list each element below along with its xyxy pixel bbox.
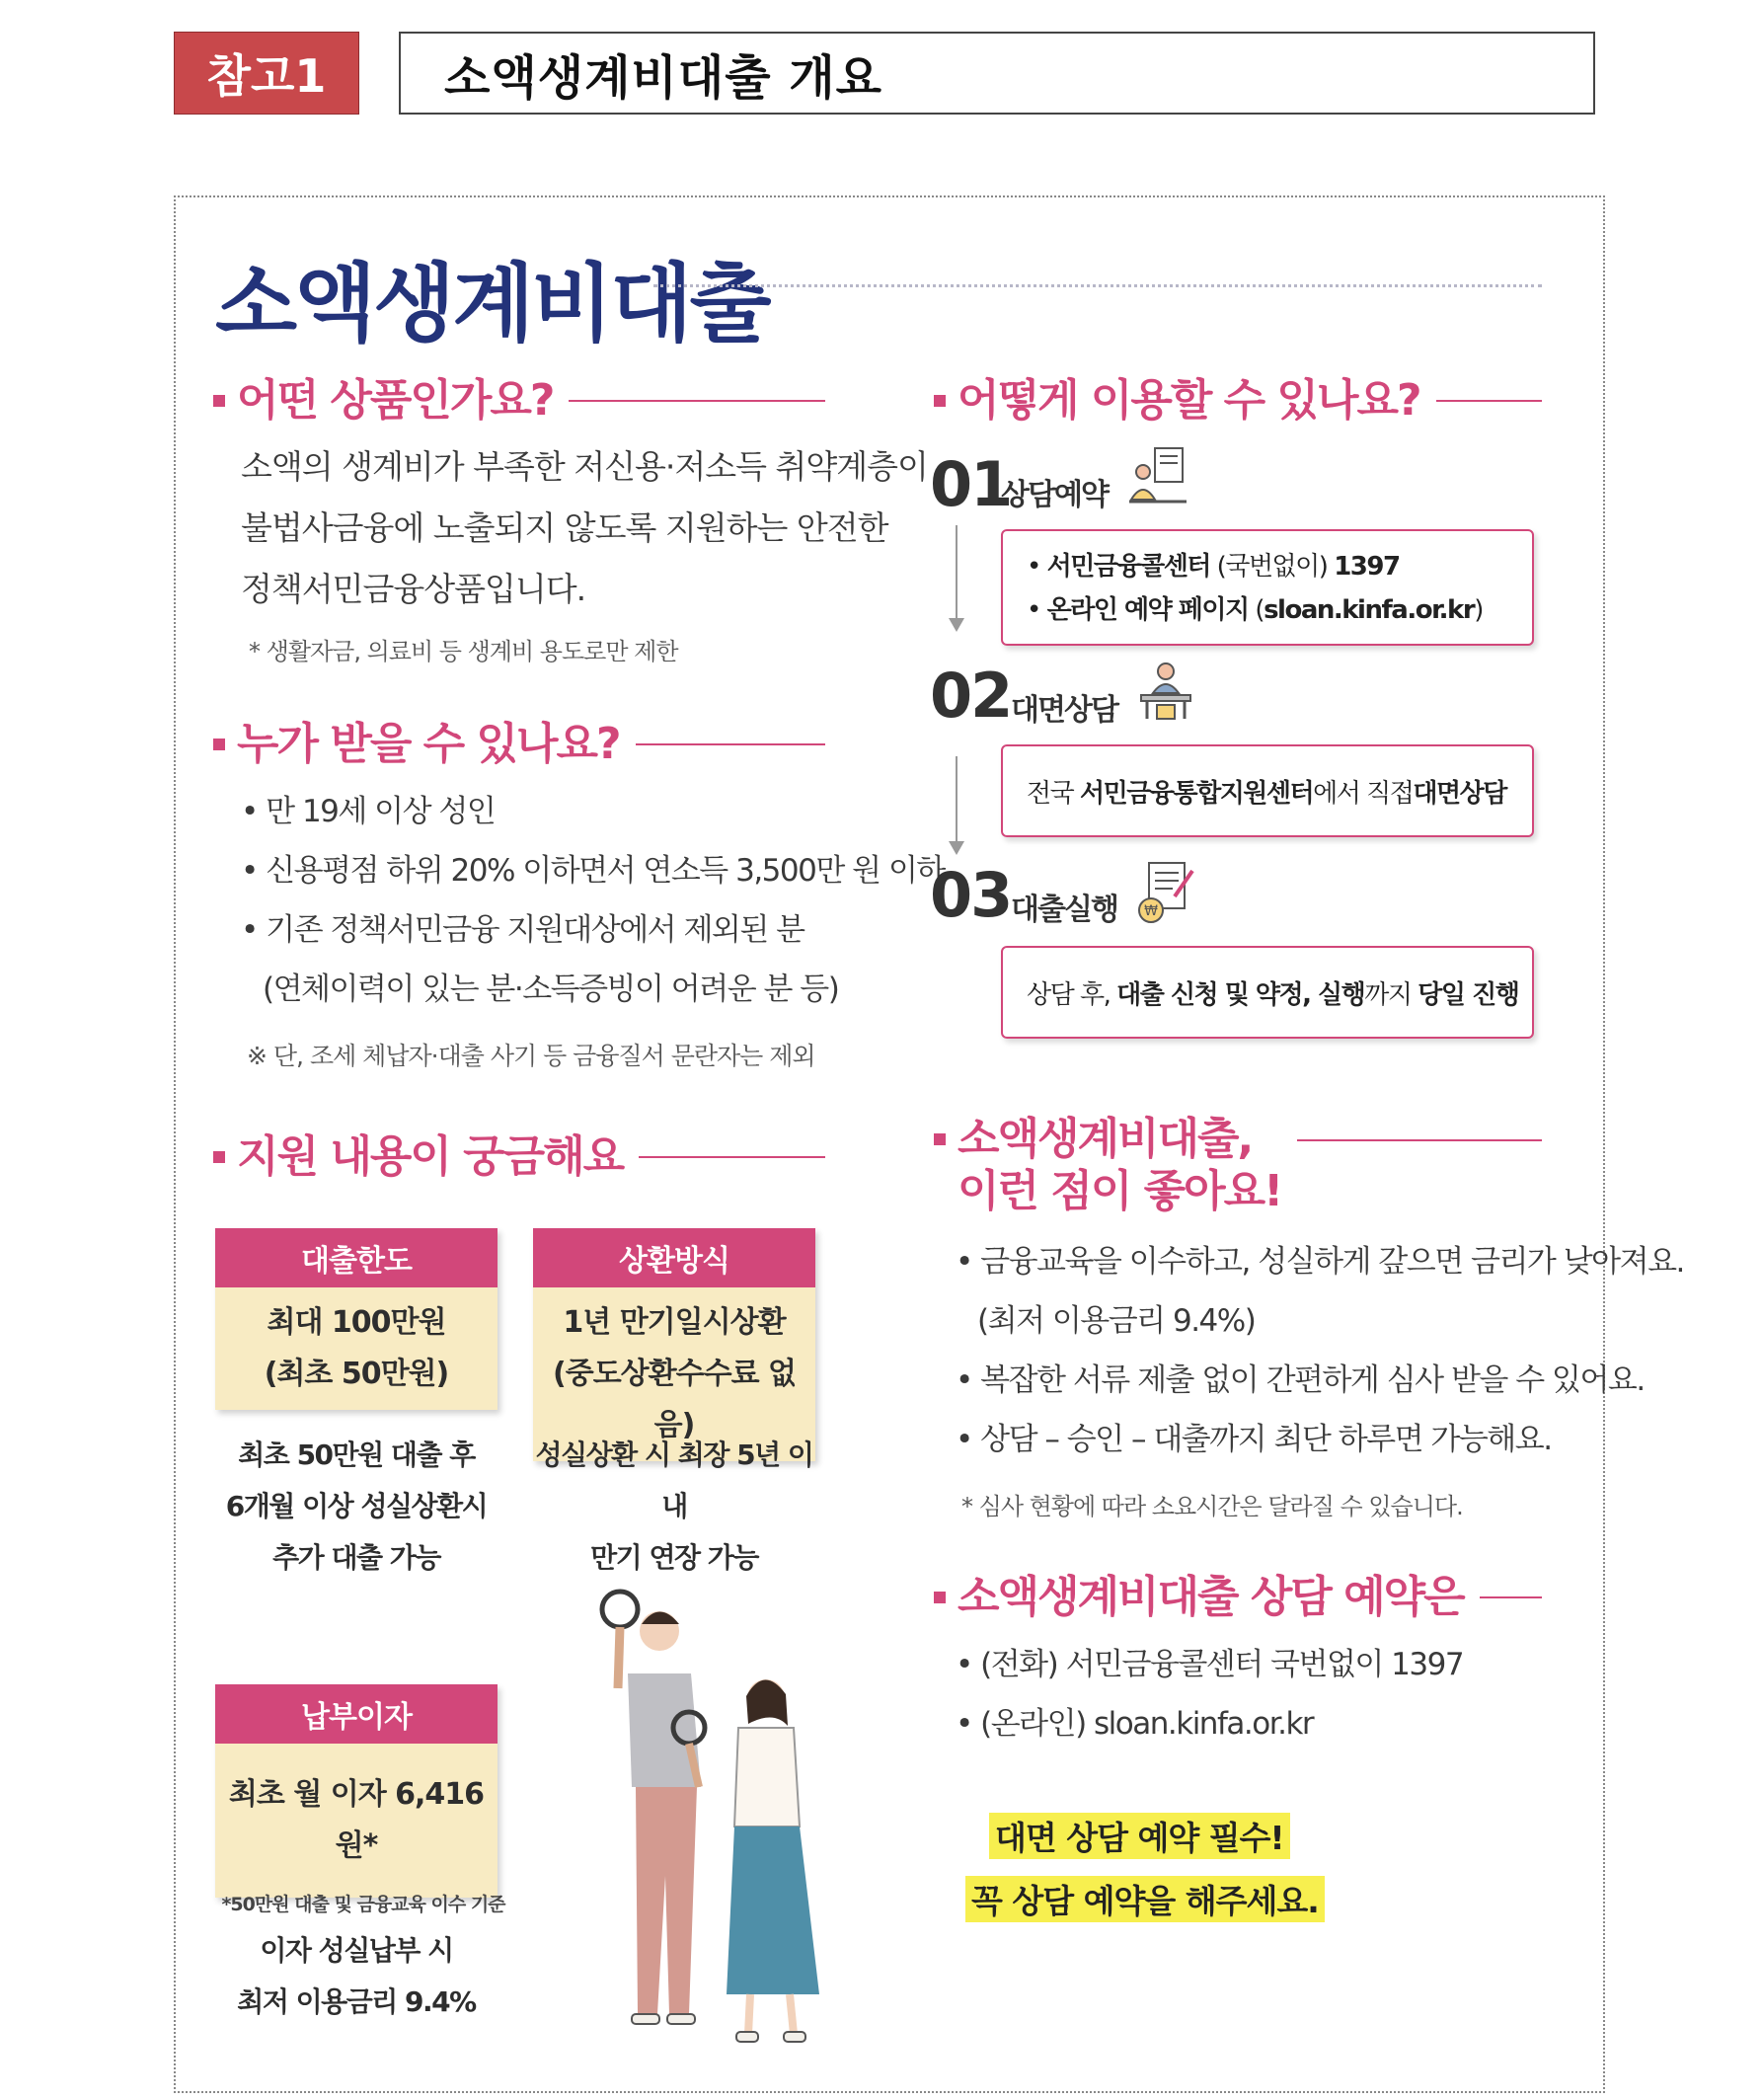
online-booking-paren: (: [1248, 595, 1264, 625]
text-run: 에서 직접: [1313, 778, 1414, 809]
eligibility-item: (연체이력이 있는 분·소득증빙이 어려운 분 등): [263, 972, 839, 1007]
people-magnifier-illustration: [541, 1580, 867, 2054]
call-center-number: 1397: [1334, 552, 1400, 582]
online-booking-paren-close: ): [1474, 595, 1483, 625]
interest-value: 최초 월 이자 6,416원*: [228, 1777, 485, 1863]
caption-line: 최저 이용금리 9.4%: [237, 1985, 476, 2018]
heading-marker: [934, 1133, 946, 1145]
heading-marker: [934, 395, 946, 407]
eligibility-item: • 기존 정책서민금융 지원대상에서 제외된 분: [241, 912, 804, 948]
section-reserve-title: 소액생계비대출 상담 예약은: [958, 1572, 1464, 1622]
text-run: 까지: [1364, 979, 1418, 1010]
svg-text:₩: ₩: [1144, 903, 1158, 919]
heading-marker: [213, 1151, 225, 1163]
center-name: 서민금융통합지원센터: [1080, 778, 1314, 809]
repayment-caption: [526, 1430, 822, 1584]
section-support-title: 지원 내용이 궁금해요: [237, 1131, 624, 1182]
heading-rule: [1297, 1139, 1542, 1141]
what-line: 소액의 생계비가 부족한 저신용·저소득 취약계층이: [241, 447, 928, 486]
interest-card: [215, 1684, 498, 1898]
step-03-label: 대출실행: [1011, 893, 1117, 927]
section-who-title: 누가 받을 수 있나요?: [237, 719, 620, 769]
good-title-line-2: 이런 점이 좋아요!: [958, 1165, 1282, 1216]
what-line: 불법사금융에 노출되지 않도록 지원하는 안전한: [241, 508, 888, 547]
step-arrow: [956, 756, 958, 853]
title-divider: [653, 284, 1542, 287]
section-support-heading: [213, 1131, 825, 1184]
online-booking-url: sloan.kinfa.or.kr: [1264, 595, 1475, 625]
same-day-label: 당일 진행: [1417, 979, 1519, 1010]
section-how-title: 어떻게 이용할 수 있나요?: [958, 375, 1420, 426]
step-03-box: [1001, 946, 1534, 1039]
step-03-number: 03: [930, 859, 1012, 931]
call-center-note: (국번없이): [1209, 552, 1335, 582]
section-how-heading: [934, 375, 1542, 428]
reservation-reminder-notice: 꼭 상담 예약을 해주세요.: [965, 1876, 1325, 1922]
loan-document-icon: [1135, 857, 1196, 926]
section-what-heading: [213, 375, 825, 428]
text-run: 상담 후,: [1027, 979, 1117, 1010]
step-02-number: 02: [930, 660, 1012, 732]
benefit-item: • 상담 – 승인 – 대출까지 최단 하루면 가능해요.: [956, 1422, 1552, 1457]
loan-limit-card: [215, 1228, 498, 1410]
repayment-fee: (중도상환수수료 없음): [553, 1357, 796, 1442]
page-title: 소액생계비대출 개요: [399, 32, 1595, 115]
reference-badge: 참고1: [174, 32, 359, 115]
poster: [174, 195, 1684, 2093]
heading-rule: [1480, 1596, 1542, 1598]
loan-limit-header: 대출한도: [215, 1228, 498, 1287]
call-center-label: 서민금융콜센터: [1046, 552, 1210, 582]
poster-title: 소액생계비대출: [215, 255, 769, 353]
face-to-face-icon: [1135, 658, 1196, 723]
section-what-body: [241, 436, 928, 620]
step-01-box: [1001, 529, 1534, 646]
section-who-heading: [213, 719, 825, 771]
heading-rule: [569, 400, 825, 402]
reserve-item: • (전화) 서민금융콜센터 국번없이 1397: [956, 1647, 1464, 1682]
online-booking-label: 온라인 예약 페이지: [1046, 595, 1249, 625]
repayment-header: 상환방식: [533, 1228, 815, 1287]
benefit-item: (최저 이용금리 9.4%): [977, 1303, 1256, 1339]
step-02-description: [1027, 773, 1506, 810]
loan-limit-caption: [208, 1430, 504, 1584]
consult-booking-icon: [1125, 444, 1190, 509]
good-title-line-1: 소액생계비대출,: [958, 1114, 1253, 1164]
what-note: * 생활자금, 의료비 등 생계비 용도로만 제한: [249, 638, 678, 665]
caption-line: 최초 50만원 대출 후: [238, 1439, 475, 1471]
interest-caption: [208, 1925, 504, 2028]
loan-process: 대출 신청 및 약정, 실행: [1116, 979, 1365, 1010]
loan-limit-body: [215, 1287, 498, 1410]
section-what-title: 어떤 상품인가요?: [237, 375, 554, 426]
benefit-list: [956, 1232, 1684, 1469]
benefit-note: * 심사 현황에 따라 소요시간은 달라질 수 있습니다.: [961, 1493, 1463, 1520]
section-reserve-heading: [934, 1572, 1542, 1624]
step-01-label: 상담예약: [1001, 478, 1108, 512]
reserve-item: • (온라인) sloan.kinfa.or.kr: [956, 1706, 1314, 1742]
heading-rule: [639, 1156, 825, 1158]
reserve-list: [956, 1635, 1463, 1753]
face-to-face-label: 대면상담: [1413, 778, 1506, 809]
caption-line: 성실상환 시 최장 5년 이내: [535, 1439, 813, 1522]
heading-rule: [636, 743, 825, 745]
step-02-box: [1001, 744, 1534, 837]
caption-line: 만기 연장 가능: [590, 1541, 758, 1574]
who-note: ※ 단, 조세 체납자·대출 사기 등 금융질서 문란자는 제외: [247, 1042, 815, 1070]
benefit-item: • 복잡한 서류 제출 없이 간편하게 심사 받을 수 있어요.: [956, 1362, 1645, 1398]
eligibility-item: • 만 19세 이상 성인: [241, 794, 496, 829]
reservation-required-notice: 대면 상담 예약 필수!: [989, 1813, 1290, 1859]
caption-line: 추가 대출 가능: [272, 1541, 440, 1574]
heading-marker: [934, 1592, 946, 1603]
interest-header: 납부이자: [215, 1684, 498, 1744]
eligibility-list: [241, 782, 945, 1019]
interest-body: [215, 1744, 498, 1898]
step-02-label: 대면상담: [1011, 693, 1117, 728]
step-01-number: 01: [930, 448, 1012, 520]
loan-limit-value: 최대 100만원: [267, 1305, 446, 1340]
caption-line: 이자 성실납부 시: [260, 1934, 453, 1967]
step-01-phone-line: • 서민금융콜센터 (국번없이) 1397: [1027, 552, 1400, 582]
section-good-title: [958, 1114, 1281, 1218]
repayment-method: 1년 만기일시상환: [563, 1305, 786, 1340]
eligibility-item: • 신용평점 하위 20% 이하면서 연소득 3,500만 원 이하: [241, 853, 945, 889]
section-good-heading: [934, 1114, 1542, 1218]
step-arrow: [956, 525, 958, 630]
loan-limit-initial: (최초 50만원): [264, 1357, 449, 1391]
caption-line: 6개월 이상 성실상환시: [225, 1490, 488, 1522]
step-01-online-line: • 온라인 예약 페이지 (sloan.kinfa.or.kr): [1027, 595, 1483, 625]
benefit-item: • 금융교육을 이수하고, 성실하게 갚으면 금리가 낮아져요.: [956, 1244, 1684, 1280]
what-line: 정책서민금융상품입니다.: [241, 570, 586, 608]
interest-note: *50만원 대출 및 금융교육 이수 기준: [221, 1894, 505, 1915]
heading-marker: [213, 395, 225, 407]
heading-marker: [213, 739, 225, 750]
text-run: 전국: [1027, 778, 1080, 809]
step-03-description: [1027, 974, 1518, 1011]
heading-rule: [1436, 400, 1542, 402]
repayment-card: [533, 1228, 815, 1461]
